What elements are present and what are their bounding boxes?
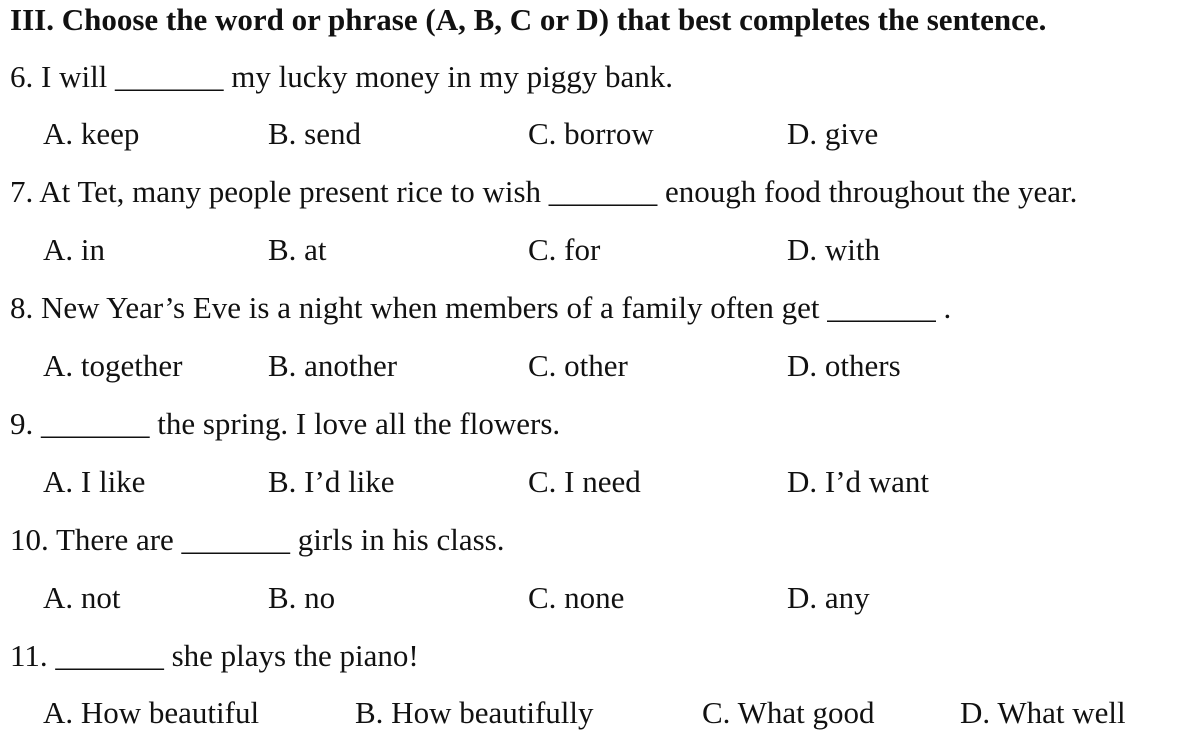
q11-option-a: A. How beautiful — [43, 695, 260, 730]
question-8: 8. New Year’s Eve is a night when members of a family often get _______ . — [10, 290, 952, 325]
q8-option-a: A. together — [43, 348, 183, 383]
q10-option-a: A. not — [43, 580, 121, 615]
q6-option-a: A. keep — [43, 116, 140, 151]
q9-option-a: A. I like — [43, 464, 146, 499]
q6-option-d: D. give — [787, 116, 879, 151]
q7-option-d: D. with — [787, 232, 880, 267]
question-6: 6. I will _______ my lucky money in my piggy bank. — [10, 59, 674, 94]
question-10: 10. There are _______ girls in his class. — [10, 522, 505, 557]
q11-option-b: B. How beautifully — [355, 695, 594, 730]
exercise-heading: III. Choose the word or phrase (A, B, C or D) that best completes the sentence. — [10, 2, 1047, 37]
q8-option-d: D. others — [787, 348, 901, 383]
q7-option-a: A. in — [43, 232, 105, 267]
q10-option-c: C. none — [528, 580, 625, 615]
q6-option-c: C. borrow — [528, 116, 654, 151]
q8-option-c: C. other — [528, 348, 628, 383]
question-7: 7. At Tet, many people present rice to wish _______ enough food throughout the year. — [10, 174, 1078, 209]
question-11: 11. _______ she plays the piano! — [10, 638, 419, 673]
question-9: 9. _______ the spring. I love all the flowers. — [10, 406, 561, 441]
q9-option-d: D. I’d want — [787, 464, 930, 499]
q7-option-b: B. at — [268, 232, 327, 267]
q11-option-d: D. What well — [960, 695, 1126, 730]
q6-option-b: B. send — [268, 116, 361, 151]
q8-option-b: B. another — [268, 348, 398, 383]
q9-option-b: B. I’d like — [268, 464, 395, 499]
q7-option-c: C. for — [528, 232, 601, 267]
q9-option-c: C. I need — [528, 464, 641, 499]
q10-option-d: D. any — [787, 580, 870, 615]
q10-option-b: B. no — [268, 580, 336, 615]
q11-option-c: C. What good — [702, 695, 875, 730]
